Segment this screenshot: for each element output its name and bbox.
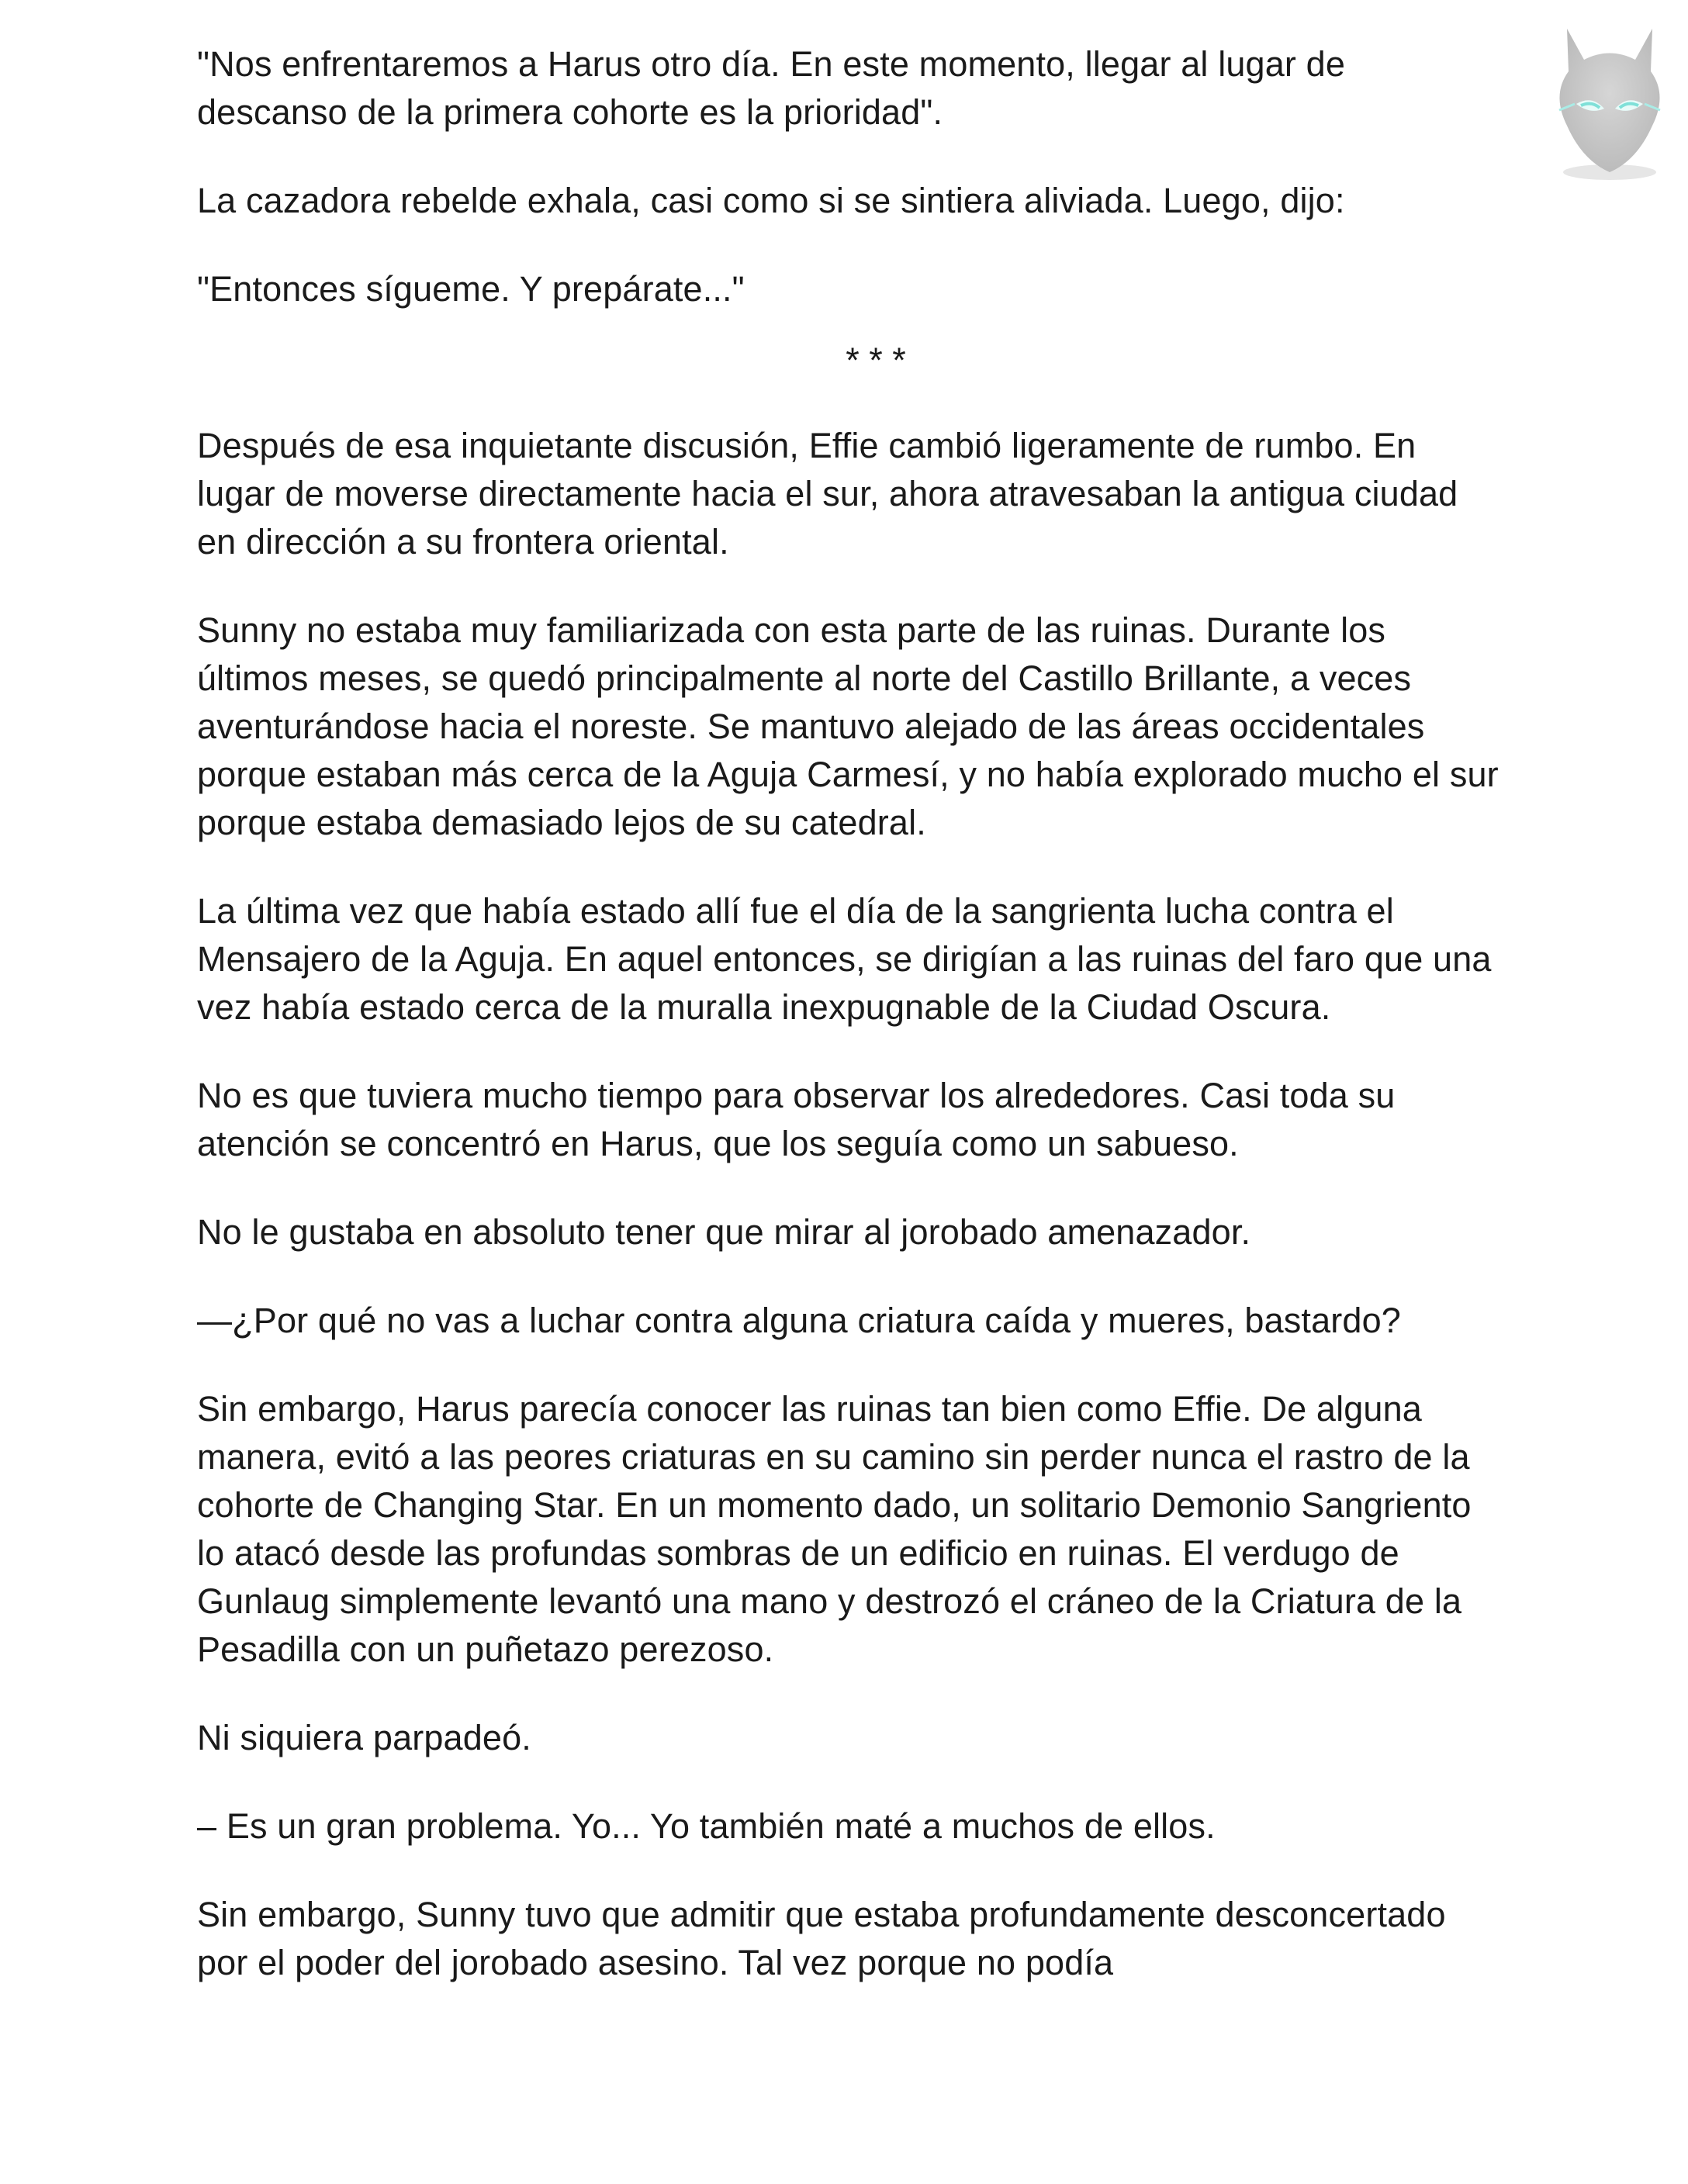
paragraph: "Nos enfrentaremos a Harus otro día. En este momento, llegar al lugar de descanso de la primera cohorte es la prioridad".: [197, 44, 1346, 132]
paragraph: La cazadora rebelde exhala, casi como si se sintiera aliviada. Luego, dijo:: [197, 181, 1345, 220]
document-body: [197, 40, 1500, 2027]
paragraph: No le gustaba en absoluto tener que mirar al jorobado amenazador.: [197, 1212, 1251, 1252]
section-separator: * * *: [846, 340, 906, 380]
paragraph: Sin embargo, Harus parecía conocer las ruinas tan bien como Effie. De alguna manera, evitó a las peores criaturas en su camino sin perder nunca el rastro de la cohorte de Changing Star. En un momento dado, un solitario Demonio Sangriento lo atacó desde las profundas sombras de un edificio en ruinas. El verdugo de Gunlaug simplemente levantó una mano y destrozó el cráneo de la Criatura de la Pesadilla con un puñetazo perezoso.: [197, 1389, 1472, 1669]
paragraph: La última vez que había estado allí fue el día de la sangrienta lucha contra el Mensajero de la Aguja. En aquel entonces, se dirigían a las ruinas del faro que una vez había estado cerca de la muralla inexpugnable de la Ciudad Oscura.: [197, 891, 1492, 1027]
paragraph: "Entonces sígueme. Y prepárate...": [197, 269, 745, 309]
paragraph: —¿Por qué no vas a luchar contra alguna criatura caída y mueres, bastardo?: [197, 1301, 1401, 1340]
paragraph: Ni siquiera parpadeó.: [197, 1718, 531, 1757]
demon-mask-logo-icon: [1536, 17, 1683, 188]
paragraph: Sunny no estaba muy familiarizada con esta parte de las ruinas. Durante los últimos meses, se quedó principalmente al norte del Castillo Brillante, a veces aventurándose hacia el noreste. Se mantuvo alejado de las áreas occidentales porque estaban más cerca de la Aguja Carmesí, y no había explorado mucho el sur porque estaba demasiado lejos de su catedral.: [197, 610, 1499, 842]
paragraph: No es que tuviera mucho tiempo para observar los alrededores. Casi toda su atención se concentró en Harus, que los seguía como un sabueso.: [197, 1076, 1396, 1163]
paragraph: – Es un gran problema. Yo... Yo también maté a muchos de ellos.: [197, 1806, 1216, 1846]
paragraph: Sin embargo, Sunny tuvo que admitir que estaba profundamente desconcertado por el poder del jorobado asesino. Tal vez porque no podía: [197, 1895, 1446, 1982]
paragraph: Después de esa inquietante discusión, Effie cambió ligeramente de rumbo. En lugar de moverse directamente hacia el sur, ahora atravesaban la antigua ciudad en dirección a su frontera oriental.: [197, 426, 1458, 562]
